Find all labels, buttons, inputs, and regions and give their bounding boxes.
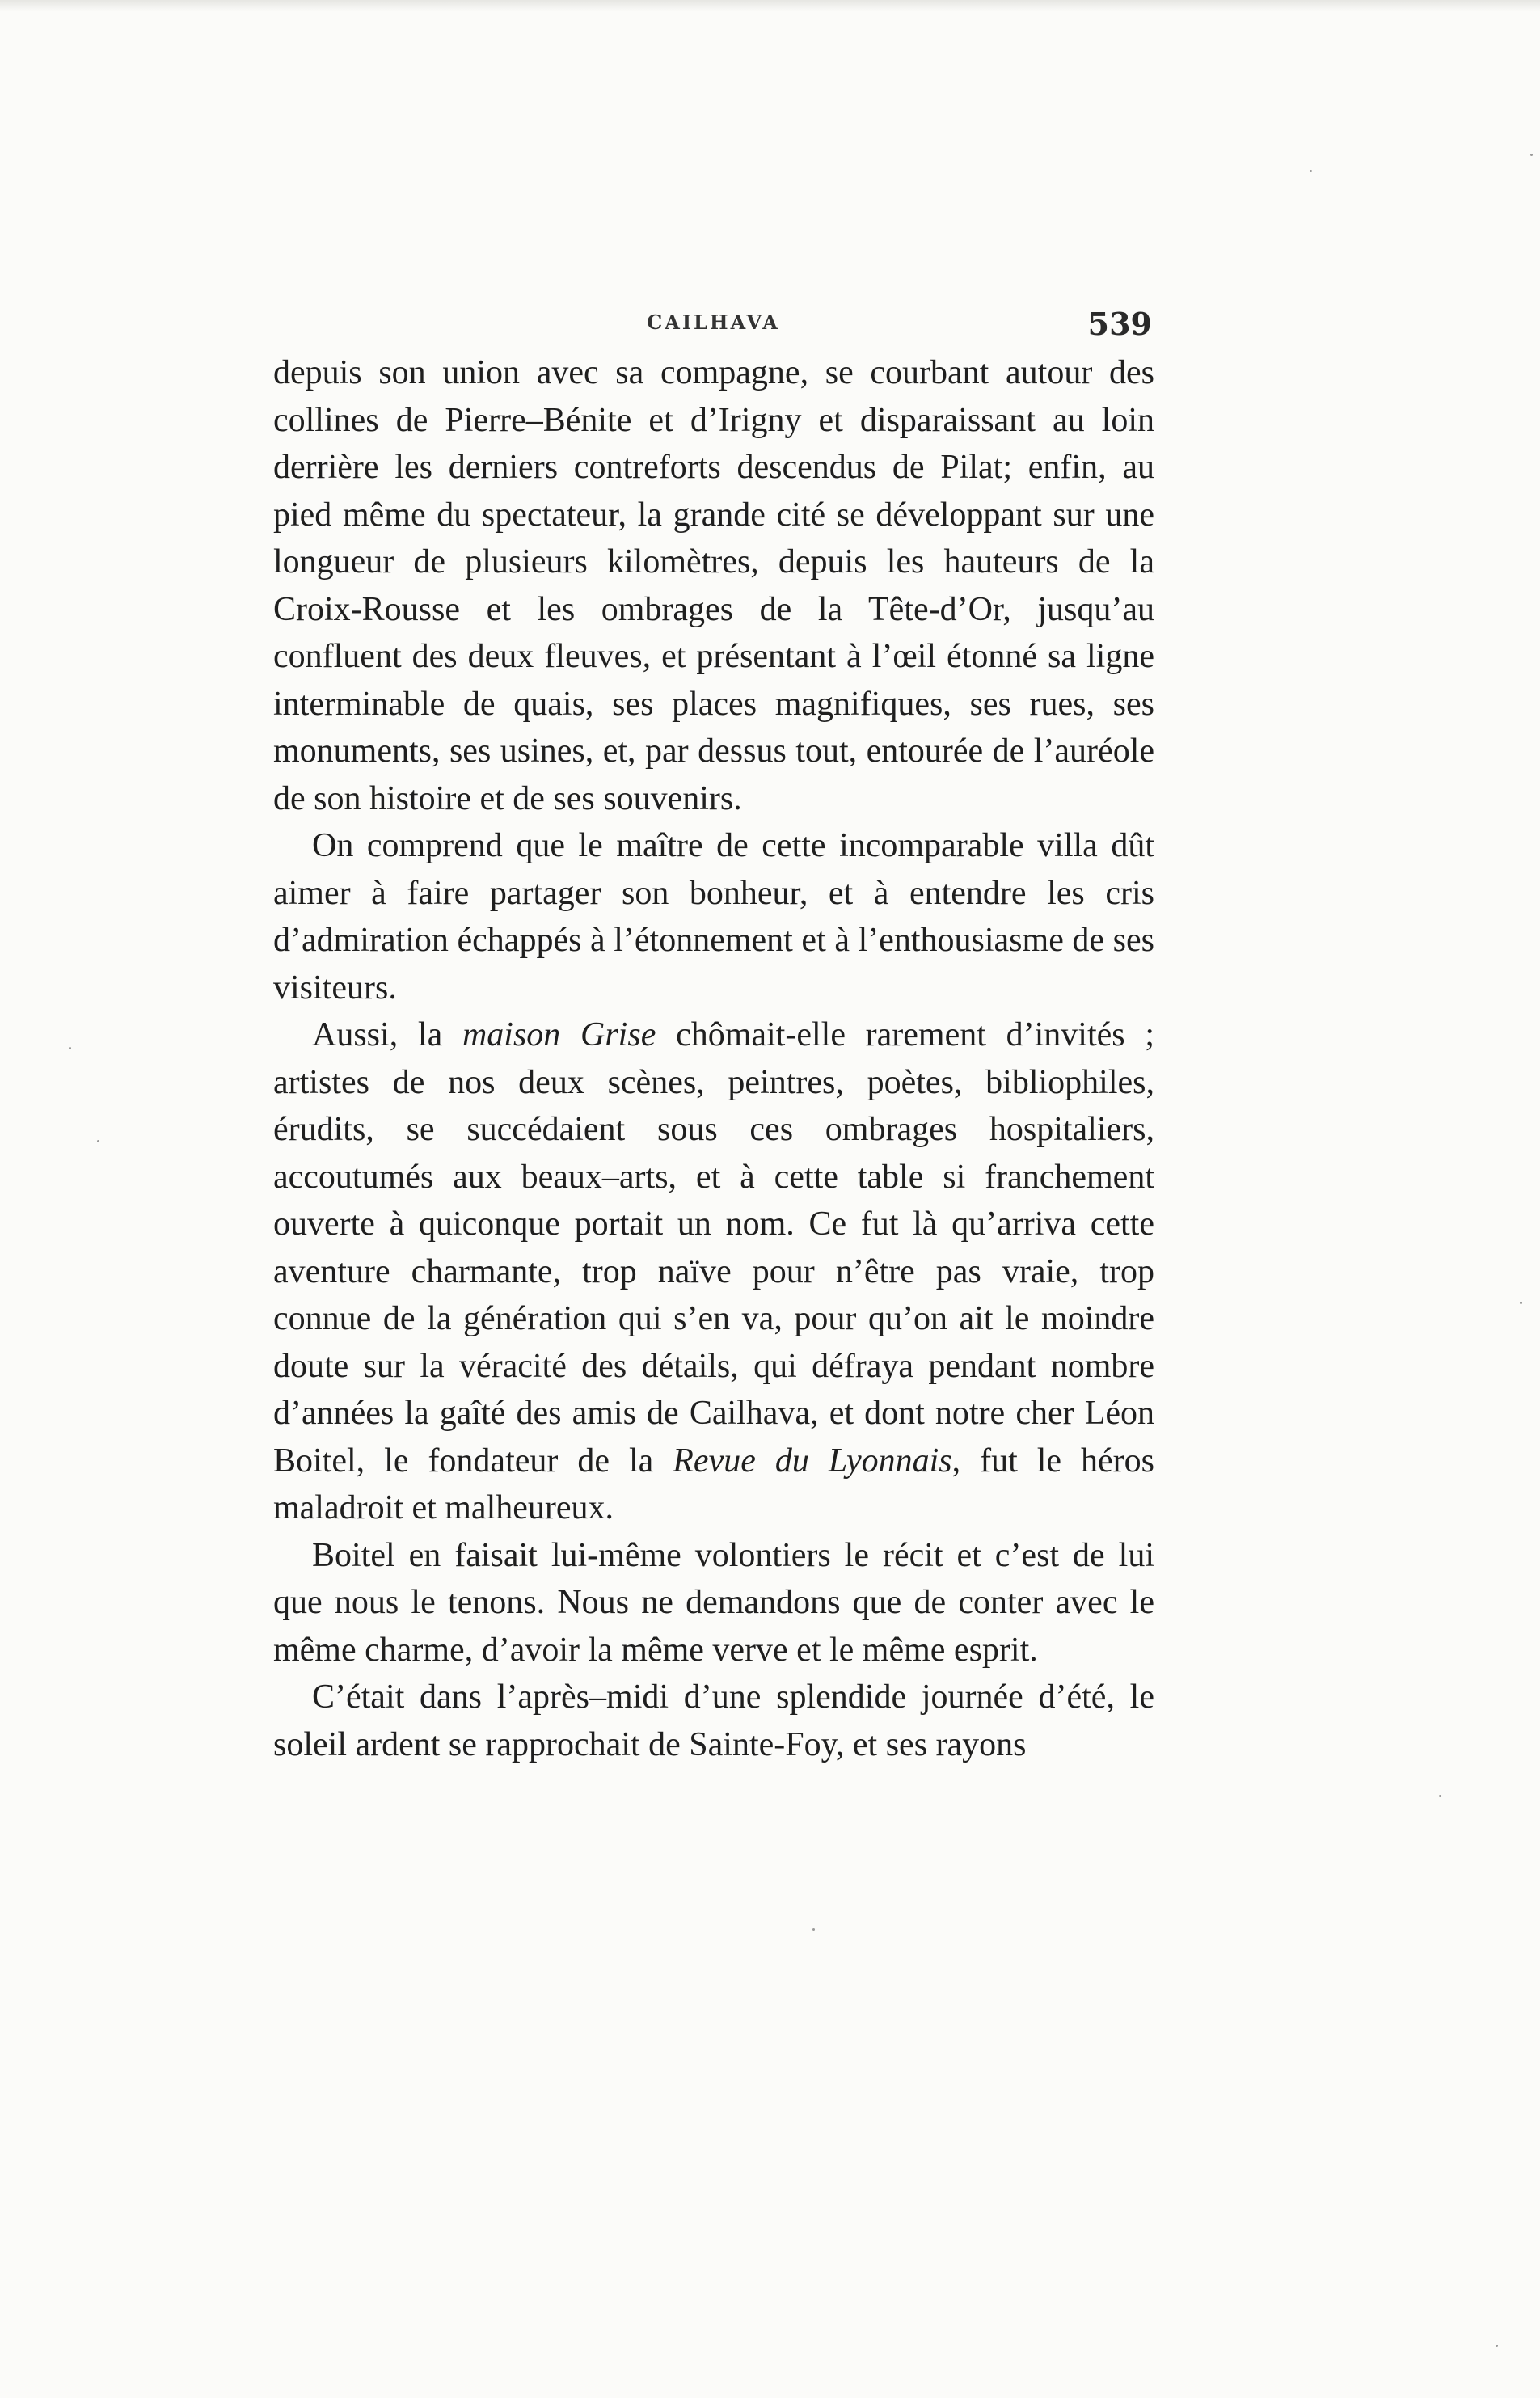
scan-speck (1520, 1302, 1522, 1304)
paragraph-5: C’était dans l’après–midi d’une splendide journée d’été, le soleil ardent se rapprochait de Sainte-Foy, et ses rayons (273, 1678, 1154, 1763)
scan-speck (1496, 2345, 1498, 2347)
running-title: CAILHAVA (647, 310, 780, 334)
paragraph-3-text-e: , fut le héros maladroit et malheureux. (273, 1442, 1154, 1526)
italic-title-revue-du-lyonnais: Revue du Lyonnais (673, 1442, 952, 1480)
paragraph-4: Boitel en faisait lui-même volontiers le récit et c’est de lui que nous le tenons. Nous ne demandons que de conter avec le même charme, d’avoir la même verve et le même esprit. (273, 1536, 1154, 1669)
scan-speck (812, 1928, 815, 1931)
body-text (273, 349, 1154, 1768)
scan-speck (1439, 1795, 1441, 1797)
scan-speck (97, 1140, 99, 1142)
paragraph-3 (273, 1011, 1154, 1532)
scan-speck (1310, 170, 1312, 172)
scan-edge-shadow (0, 0, 1540, 11)
paragraph-2: On comprend que le maître de cette incomparable villa dût aimer à faire partager son bonheur, et à entendre les cris d’admiration échappés à l’étonnement et à l’enthousiasme de ses visiteurs. (273, 827, 1154, 1007)
paragraph-3-text-a: Aussi, la (312, 1016, 462, 1053)
page-number: 539 (1087, 306, 1152, 342)
paragraph-3-text-c: chômait-elle rarement d’invités ; artistes de nos deux scènes, peintres, poètes, bibliophiles, érudits, se succédaient sous ces ombrages hospitaliers, accoutumés aux beaux–arts, et à cette table si franchement ouverte à quiconque portait un nom. Ce fut là qu’arriva cette aventure charmante, trop naïve pour n’être pas vraie, trop connue de la génération qui s’en va, pour qu’on ait le moindre doute sur la véracité des détails, qui défraya pendant nombre d’années la gaîté des amis de Cailhava, et dont notre cher Léon Boitel, le fondateur de la (273, 1016, 1154, 1480)
paragraph-1: depuis son union avec sa compagne, se courbant autour des collines de Pierre–Bénite et d’Irigny et disparaissant au loin derrière les derniers contreforts descendus de Pilat; enfin, au pied même du spectateur, la grande cité se développant sur une longueur de plusieurs kilomètres, depuis les hauteurs de la Croix-Rousse et les ombrages de la Tête-d’Or, jusqu’au confluent des deux fleuves, et présentant à l’œil étonné sa ligne interminable de quais, ses places magnifiques, ses rues, ses monuments, ses usines, et, par dessus tout, entourée de l’auréole de son histoire et de ses souvenirs. (273, 354, 1154, 817)
italic-title-maison-grise: maison Grise (462, 1016, 656, 1053)
running-head (275, 306, 1152, 346)
scan-speck (1530, 154, 1533, 156)
scan-speck (69, 1047, 71, 1049)
